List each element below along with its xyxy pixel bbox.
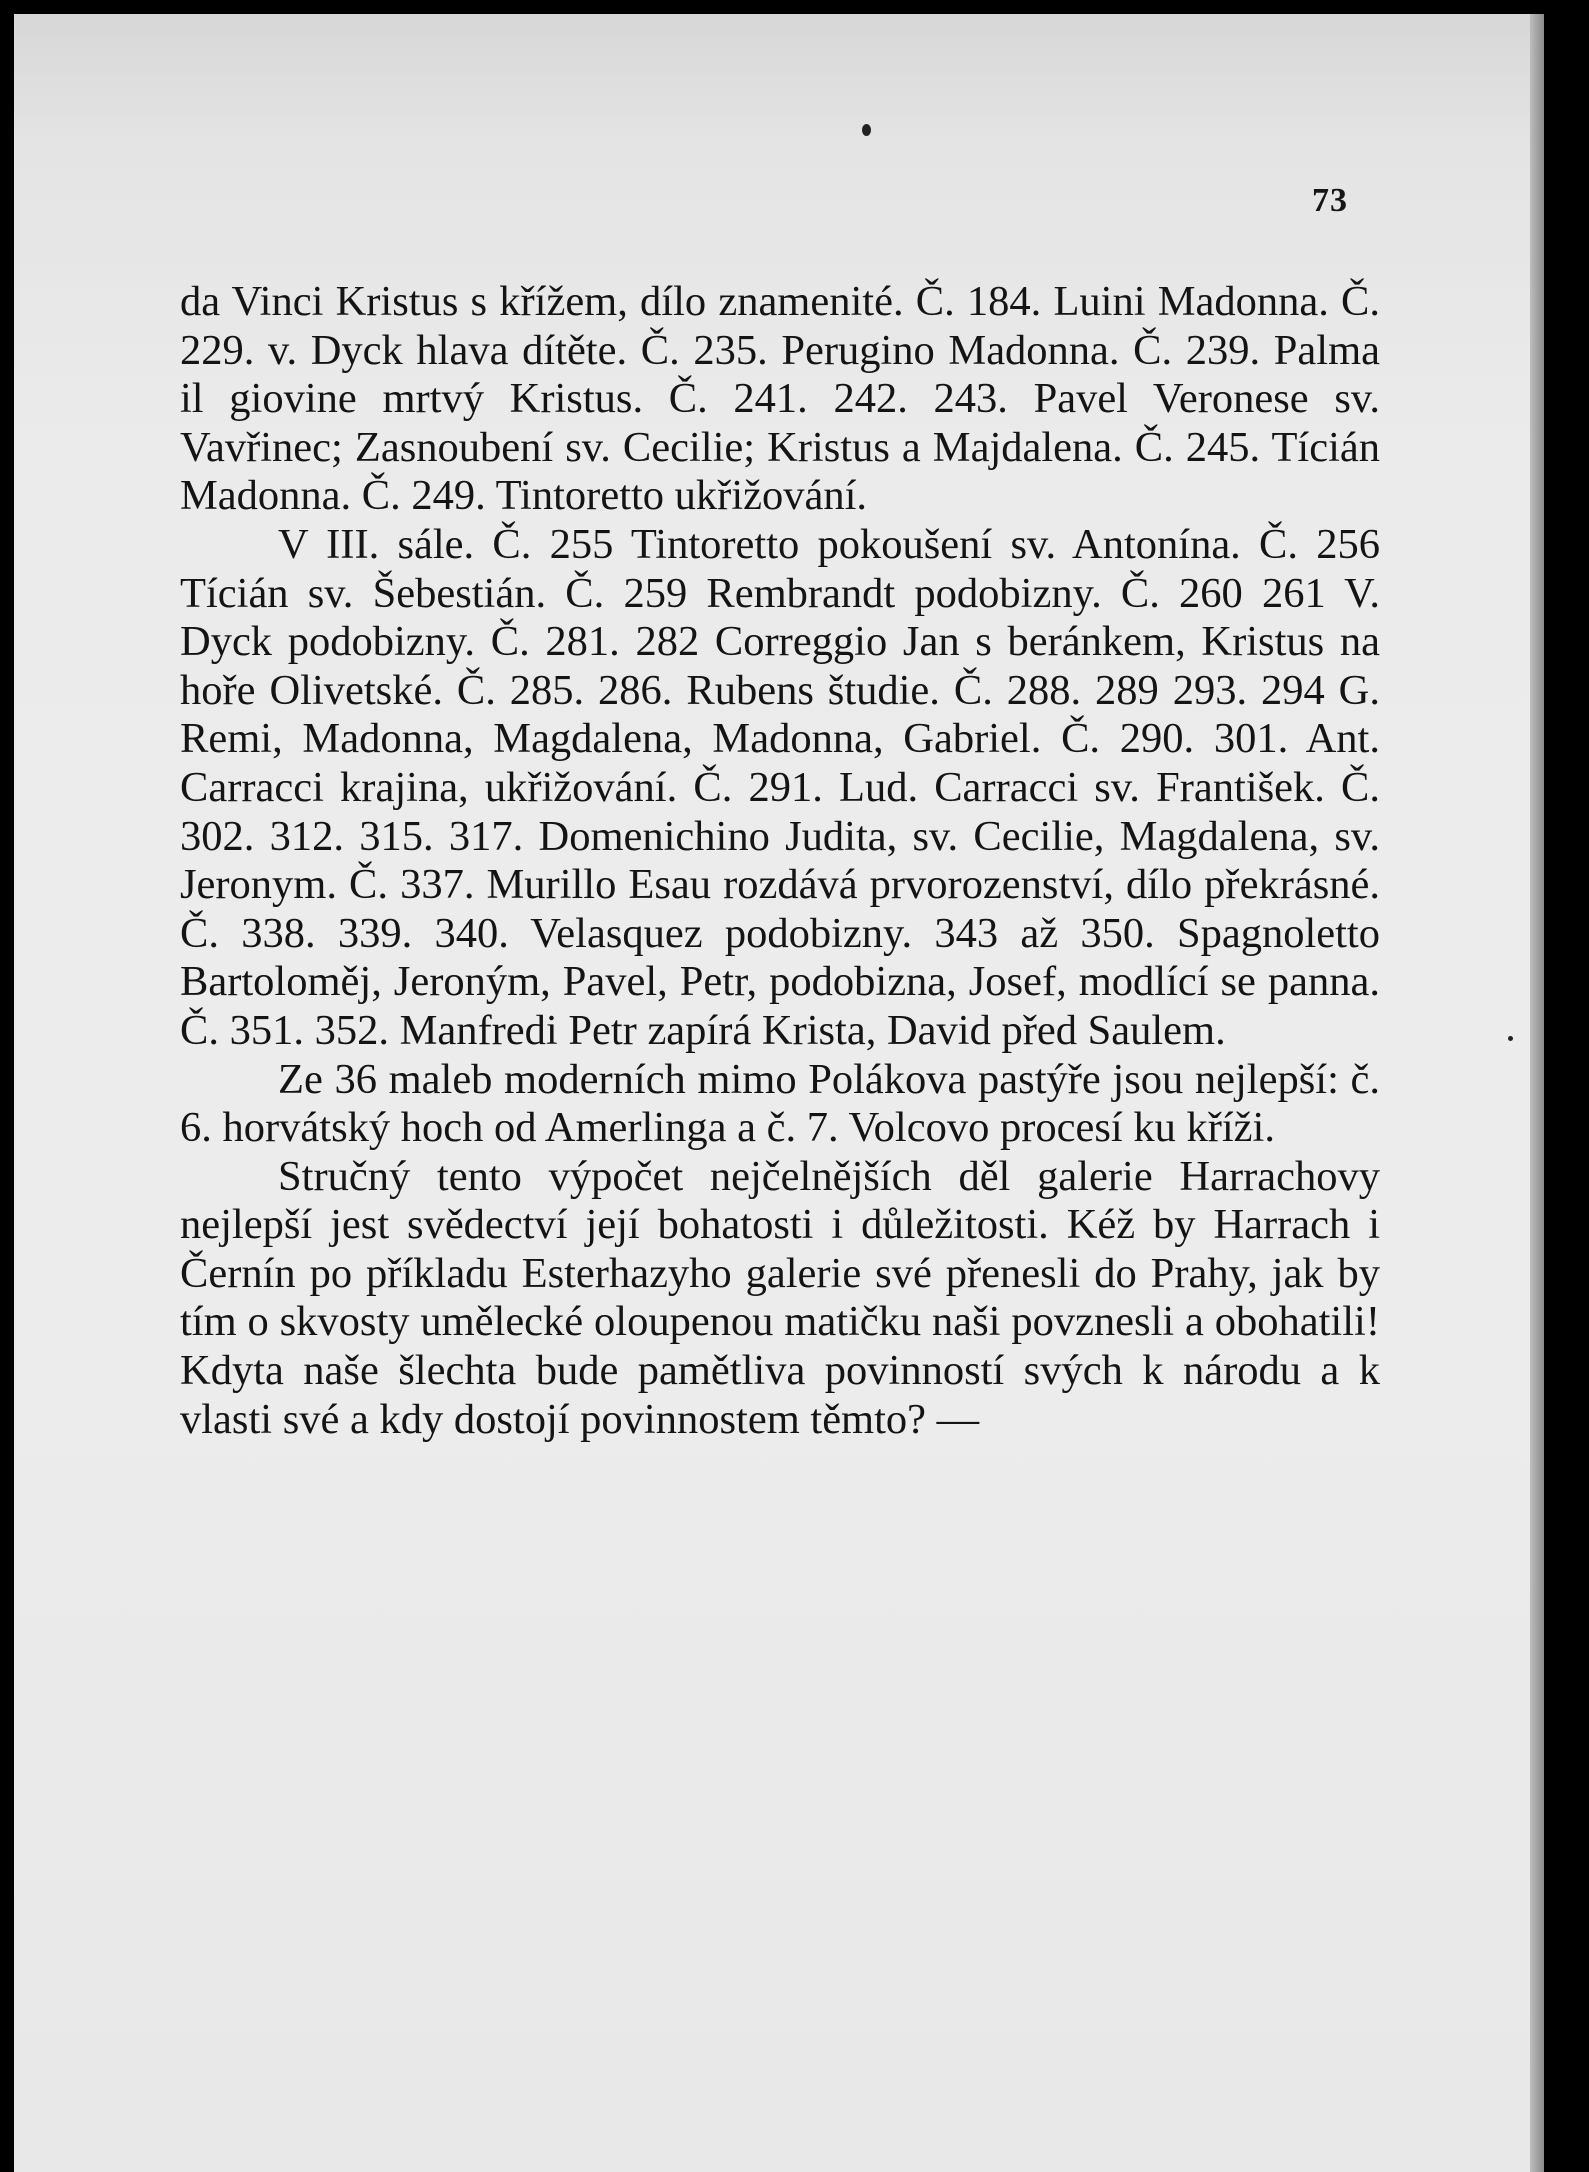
- body-text: [180, 278, 1380, 1444]
- paragraph: da Vinci Kristus s křížem, dílo znamenité. Č. 184. Luini Madonna. Č. 229. v. Dyck hlava dítěte. Č. 235. Perugino Madonna. Č. 239. Palma il giovine mrtvý Kristus. Č. 241. 242. 243. Pavel Veronese sv. Vavřinec; Zasnoubení sv. Cecilie; Kristus a Majdalena. Č. 245. Tícián Madonna. Č. 249. Tintoretto ukřižování.: [180, 278, 1380, 520]
- page-number: 73: [1312, 182, 1348, 219]
- ink-speck: [1508, 1036, 1513, 1041]
- ink-speck: [862, 124, 871, 136]
- paragraph: V III. sále. Č. 255 Tintoretto pokoušení sv. Antonína. Č. 256 Tícián sv. Šebestián. Č. 259 Rembrandt podobizny. Č. 260 261 V. Dyck podobizny. Č. 281. 282 Correggio Jan s beránkem, Kristus na hoře Olivetské. Č. 285. 286. Rubens študie. Č. 288. 289 293. 294 G. Remi, Madonna, Magdalena, Madonna, Gabriel. Č. 290. 301. Ant. Carracci krajina, ukřižování. Č. 291. Lud. Carracci sv. František. Č. 302. 312. 315. 317. Domenichino Judita, sv. Cecilie, Magdalena, sv. Jeronym. Č. 337. Murillo Esau rozdává prvorozenství, dílo překrásné. Č. 338. 339. 340. Velasquez podobizny. 343 až 350. Spagnoletto Bartoloměj, Jeroným, Pavel, Petr, podobizna, Josef, modlící se panna. Č. 351. 352. Manfredi Petr zapírá Krista, David před Saulem.: [180, 520, 1380, 1054]
- paragraph: Ze 36 maleb moderních mimo Polákova pastýře jsou nejlepší: č. 6. horvátský hoch od Amerlinga a č. 7. Volcovo procesí ku kříži.: [180, 1055, 1380, 1152]
- book-page: [14, 14, 1544, 2172]
- paragraph: Stručný tento výpočet nejčelnějších děl galerie Harrachovy nejlepší jest svědectví její bohatosti i důležitosti. Kéž by Harrach i Černín po příkladu Esterhazyho galerie své přenesli do Prahy, jak by tím o skvosty umělecké oloupenou matičku naši povznesli a obohatili! Kdyta naše šlechta bude pamětliva povinností svých k národu a k vlasti své a kdy dostojí povinnostem těmto? —: [180, 1152, 1380, 1443]
- page-edge: [1530, 14, 1544, 2172]
